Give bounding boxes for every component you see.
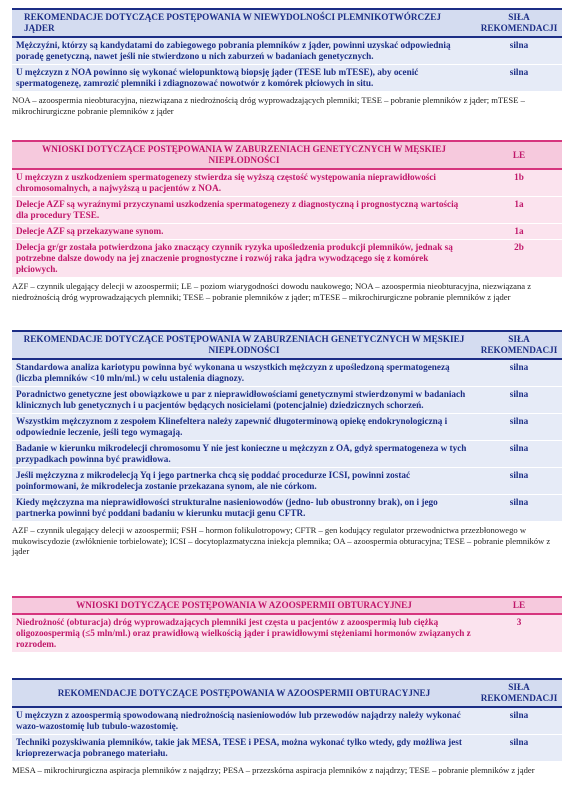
footnote: AZF – czynnik ulegający delecji w azoospermii; LE – poziom wiarygodności dowodu naukowego; NOA – azoospermia nieobturacyjna, niezwiązana z niedrożnością dróg wyprowadzających plemniki; TESE – pobranie plemników z jąder; mTESE – mikrochirurgiczne pobranie plemników z jąder <box>12 281 532 302</box>
conclusion-text: Delecja gr/gr została potwierdzona jako znaczący czynnik ryzyka upośledzenia produkcji plemników, jednak są potrzebne dalsze dowody na jej znaczenie prognostyczne i rozwój raka jądra wywodzącego się z komórek płciowych. <box>12 240 476 278</box>
column-header: LE <box>476 597 562 614</box>
table-row <box>12 359 562 387</box>
recommendation-strength: silna <box>476 37 562 65</box>
table-row <box>12 735 562 762</box>
recommendations-obstructive-azoospermia <box>12 678 562 776</box>
conclusion-text: U mężczyzn z uszkodzeniem spermatogenezy stwierdza się wyższą częstość występowania nieprawidłowości chromosomalnych, a najwyższą u pacjentów z NOA. <box>12 169 476 197</box>
table-row <box>12 169 562 197</box>
section-header: REKOMENDACJE DOTYCZĄCE POSTĘPOWANIA W ZABURZENIACH GENETYCZNYCH W MĘSKIEJ NIEPŁODNOŚCI <box>12 331 476 359</box>
evidence-level: 1a <box>476 197 562 224</box>
evidence-level: 1a <box>476 224 562 240</box>
column-header: SIŁA REKOMENDACJI <box>476 9 562 37</box>
recommendation-strength: silna <box>476 65 562 92</box>
table-row <box>12 37 562 65</box>
recommendation-text: Jeśli mężczyzna z mikrodelecją Yq i jego partnerka chcą się poddać procedurze ICSI, powinni zostać poinformowani, że mikrodelecja zostanie przekazana synom, ale nie córkom. <box>12 468 476 495</box>
recommendation-text: Badanie w kierunku mikrodelecji chromosomu Y nie jest konieczne u mężczyzn z OA, gdyż spermatogeneza w tych przypadkach powinna być prawidłowa. <box>12 441 476 468</box>
recommendations-genetic-disorders <box>12 330 562 557</box>
recommendation-strength: silna <box>476 387 562 414</box>
recommendation-strength: silna <box>476 495 562 522</box>
conclusion-text: Delecje AZF są przekazywane synom. <box>12 224 476 240</box>
evidence-level: 2b <box>476 240 562 278</box>
recommendation-text: Techniki pozyskiwania plemników, takie jak MESA, TESE i PESA, można wykonać tylko wtedy, gdy możliwa jest krioprezerwacja pobranego materiału. <box>12 735 476 762</box>
recommendation-strength: silna <box>476 468 562 495</box>
table-row <box>12 65 562 92</box>
recommendation-text: Kiedy mężczyzna ma nieprawidłowości strukturalne nasieniowodów (jedno- lub obustronny brak), on i jego partnerka powinni być poddani badaniu w kierunku mutacji genu CFTR. <box>12 495 476 522</box>
table-row <box>12 495 562 522</box>
table-row <box>12 707 562 735</box>
evidence-level: 3 <box>476 614 562 653</box>
evidence-level: 1b <box>476 169 562 197</box>
table-row <box>12 441 562 468</box>
column-header: SIŁA REKOMENDACJI <box>476 331 562 359</box>
table-row <box>12 614 562 653</box>
recommendations-table <box>12 678 562 762</box>
conclusion-text: Niedrożność (obturacja) dróg wyprowadzających plemniki jest częsta u pacjentów z azoospermią lub ciężką oligozoospermią (≤5 mln/ml.) oraz prawidłową wielkością jąder i prawidłowymi stężeniami hormonów związanych z rozrodem. <box>12 614 476 653</box>
footnote: MESA – mikrochirurgiczna aspiracja plemników z najądrzy; PESA – przezskórna aspiracja plemników z najądrzy; TESE – pobranie plemników z jąder <box>12 765 535 775</box>
recommendation-text: Wszystkim mężczyznom z zespołem Klinefeltera należy zapewnić długoterminową opiekę endokrynologiczną i odpowiednie leczenie, jeśli tego wymagają. <box>12 414 476 441</box>
recommendation-text: Standardowa analiza kariotypu powinna być wykonana u wszystkich mężczyzn z upośledzoną spermatogenezą (liczba plemników <10 mln/ml.) w celu ustalenia diagnozy. <box>12 359 476 387</box>
recommendation-text: Poradnictwo genetyczne jest obowiązkowe u par z nieprawidłowościami genetycznymi stwierdzonymi w badaniach klinicznych lub genetycznych i u pacjentów będących nosicielami (potencjalnie) dziedzicznych schorzeń. <box>12 387 476 414</box>
table-row <box>12 468 562 495</box>
table-row <box>12 414 562 441</box>
footnote: NOA – azoospermia nieobturacyjna, niezwiązana z niedrożnością dróg wyprowadzających plemniki; TESE – pobranie plemników z jąder; mTESE – mikrochirurgiczne pobranie plemników z jąder <box>12 95 525 116</box>
recommendations-table <box>12 330 562 522</box>
conclusions-genetic-disorders <box>12 140 562 302</box>
table-row <box>12 240 562 278</box>
recommendation-strength: silna <box>476 359 562 387</box>
recommendation-text: Mężczyźni, którzy są kandydatami do zabiegowego pobrania plemników z jąder, powinni uzyskać odpowiednią poradę genetyczną, nawet jeśli nie stwierdzono u nich zaburzeń w badaniach genetycznych. <box>12 37 476 65</box>
table-row <box>12 387 562 414</box>
table-row <box>12 197 562 224</box>
conclusion-text: Delecje AZF są wyraźnymi przyczynami uszkodzenia spermatogenezy z diagnostyczną i prognostyczną wartością dla procedury TESE. <box>12 197 476 224</box>
section-header: REKOMENDACJE DOTYCZĄCE POSTĘPOWANIA W AZOOSPERMII OBTURACYJNEJ <box>12 679 476 707</box>
section-header: REKOMENDACJE DOTYCZĄCE POSTĘPOWANIA W NIEWYDOLNOŚCI PLEMNIKOTWÓRCZEJ JĄDER <box>12 9 476 37</box>
footnote: AZF – czynnik ulegający delecji w azoospermii; FSH – hormon folikulotropowy; CFTR – gen kodujący regulator przewodnictwa przezbłonowego w mukowiscydozie (zwłóknienie torbielowate); ICSI – docytoplazmatyczna iniekcja plemnika; OA – azoospermia obturacyjna; TESE – pobranie plemników z jąder <box>12 525 551 556</box>
recommendation-text: U mężczyzn z azoospermią spowodowaną niedrożnością nasieniowodów lub przewodów najądrzy należy wykonać wazo-wazostomię lub tubulo-wazostomię. <box>12 707 476 735</box>
section-header: WNIOSKI DOTYCZĄCE POSTĘPOWANIA W ZABURZENIACH GENETYCZNYCH W MĘSKIEJ NIEPŁODNOŚCI <box>12 141 476 169</box>
recommendations-testicular-failure <box>12 8 562 116</box>
recommendation-strength: silna <box>476 735 562 762</box>
column-header: LE <box>476 141 562 169</box>
recommendation-text: U mężczyzn z NOA powinno się wykonać wielopunktową biopsję jąder (TESE lub mTESE), aby ocenić spermatogenezę, zamrozić plemniki i zdiagnozować nowotwór z komórek płciowych in situ. <box>12 65 476 92</box>
section-header: WNIOSKI DOTYCZĄCE POSTĘPOWANIA W AZOOSPERMII OBTURACYJNEJ <box>12 597 476 614</box>
recommendations-table <box>12 8 562 92</box>
conclusions-table <box>12 140 562 278</box>
conclusions-table <box>12 596 562 653</box>
recommendation-strength: silna <box>476 414 562 441</box>
conclusions-obstructive-azoospermia <box>12 596 562 653</box>
recommendation-strength: silna <box>476 707 562 735</box>
column-header: SIŁA REKOMENDACJI <box>476 679 562 707</box>
recommendation-strength: silna <box>476 441 562 468</box>
table-row <box>12 224 562 240</box>
